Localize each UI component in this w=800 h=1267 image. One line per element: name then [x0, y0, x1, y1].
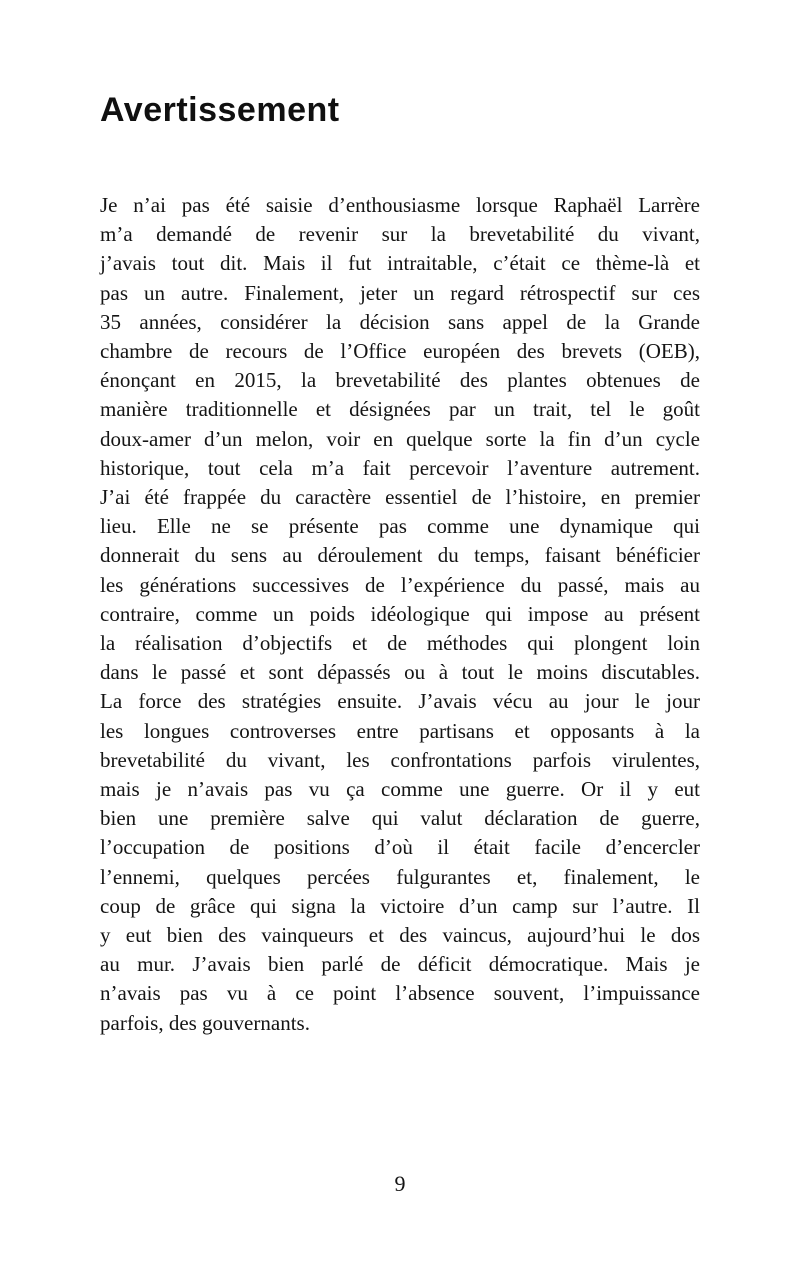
text-line: La force des stratégies ensuite. J’avais vécu au jour le jour — [100, 689, 700, 714]
text-line: l’ennemi, quelques percées fulgurantes et, finalement, le — [100, 864, 700, 889]
text-line: chambre de recours de l’Office européen des brevets (OEB), — [100, 339, 700, 364]
text-line: pas un autre. Finalement, jeter un regard rétrospectif sur ces — [100, 280, 700, 305]
text-line: manière traditionnelle et désignées par un trait, tel le goût — [100, 397, 700, 422]
text-line: énonçant en 2015, la brevetabilité des plantes obtenues de — [100, 368, 700, 393]
text-line: m’a demandé de revenir sur la brevetabilité du vivant, — [100, 222, 700, 247]
text-line: doux-amer d’un melon, voir en quelque sorte la fin d’un cycle — [100, 426, 700, 451]
text-line: coup de grâce qui signa la victoire d’un camp sur l’autre. Il — [100, 893, 700, 918]
text-line: 35 années, considérer la décision sans appel de la Grande — [100, 309, 700, 334]
text-line: mais je n’avais pas vu ça comme une guerre. Or il y eut — [100, 777, 700, 802]
text-line: la réalisation d’objectifs et de méthodes qui plongent loin — [100, 631, 700, 656]
text-line: y eut bien des vainqueurs et des vaincus, aujourd’hui le dos — [100, 923, 700, 948]
text-line: bien une première salve qui valut déclaration de guerre, — [100, 806, 700, 831]
text-line: brevetabilité du vivant, les confrontations parfois virulentes, — [100, 747, 700, 772]
text-line: dans le passé et sont dépassés ou à tout le moins discutables. — [100, 660, 700, 685]
page-content — [100, 0, 700, 1038]
text-line: donnerait du sens au déroulement du temps, faisant bénéficier — [100, 543, 700, 568]
text-line: Je n’ai pas été saisie d’enthousiasme lorsque Raphaël Larrère — [100, 193, 700, 217]
text-line: les générations successives de l’expérience du passé, mais au — [100, 572, 700, 597]
text-line: au mur. J’avais bien parlé de déficit démocratique. Mais je — [100, 952, 700, 977]
text-line: J’ai été frappée du caractère essentiel de l’histoire, en premier — [100, 485, 700, 510]
text-line: j’avais tout dit. Mais il fut intraitable, c’était ce thème-là et — [100, 251, 700, 276]
chapter-title: Avertissement — [100, 91, 340, 129]
paragraph — [100, 191, 700, 1038]
text-line: contraire, comme un poids idéologique qui impose au présent — [100, 601, 700, 626]
text-line: n’avais pas vu à ce point l’absence souvent, l’impuissance — [100, 981, 700, 1006]
text-line: historique, tout cela m’a fait percevoir l’aventure autrement. — [100, 455, 700, 480]
text-line: parfois, des gouvernants. — [100, 1010, 310, 1035]
text-line: les longues controverses entre partisans et opposants à la — [100, 718, 700, 743]
text-line: l’occupation de positions d’où il était facile d’encercler — [100, 835, 700, 860]
page-number: 9 — [394, 1171, 406, 1196]
text-line: lieu. Elle ne se présente pas comme une dynamique qui — [100, 514, 700, 539]
